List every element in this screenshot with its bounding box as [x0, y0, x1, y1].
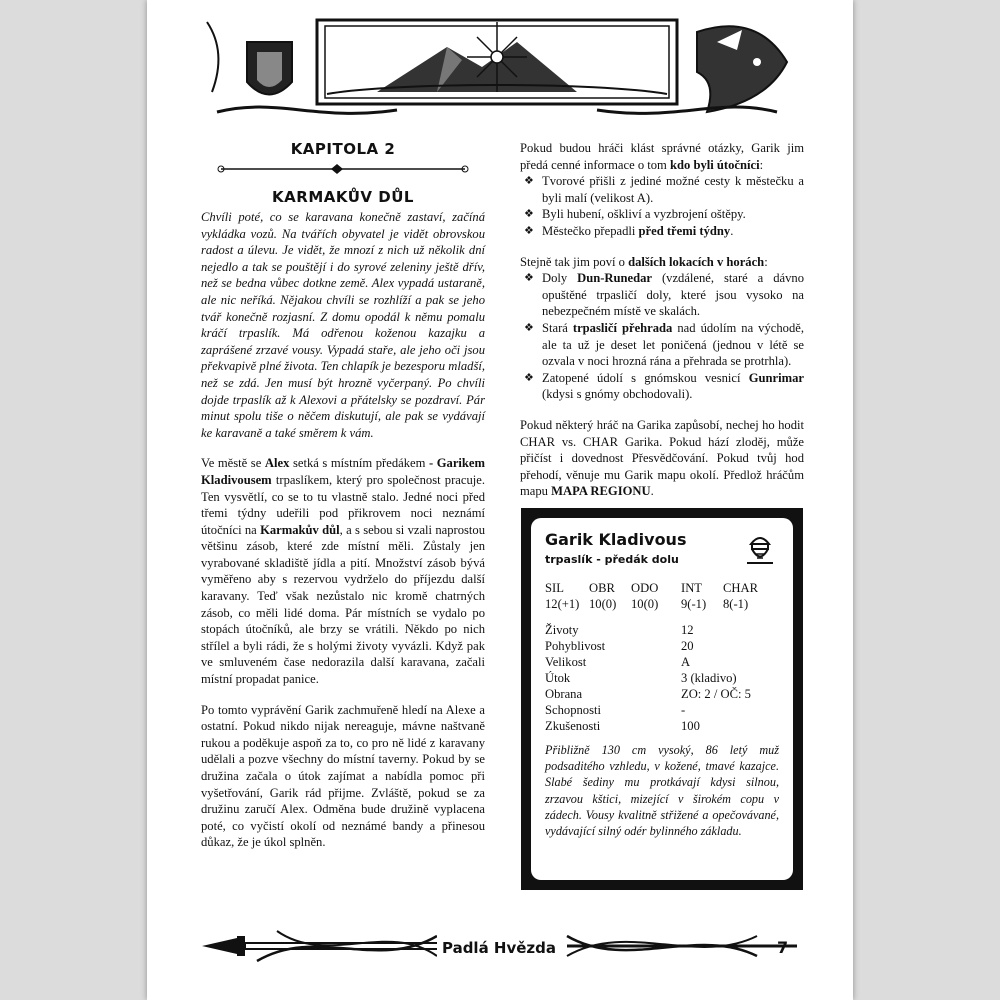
text: Doly: [542, 271, 578, 286]
paragraph-reaction: Po tomto vyprávění Garik zachmuřeně hledí na Alexe a ostatní. Pokud nikdo nijak nereaguje, mávne naštvaně rukou a poděkuje aspoň za to, co pro ně lidé z karavany udělali a pozve všechny do místní taverny. Pokud by se družina začala o útok zajímat a nabídla pomoc při vyšetřování, Garik rád přijme. Zvláště, pokud se za družinu zaručí Alex. Odměna bude družině vyplacena poté, co vyčistí okolí od neznámé bandy a přinesou důkaz, že je úkol splněn.: [201, 702, 485, 850]
page-number: 7: [777, 938, 789, 957]
text: .: [650, 484, 654, 499]
footer-title: Padlá Hvězda: [437, 934, 561, 962]
prop-label: Obrana: [545, 687, 583, 701]
text: .: [730, 223, 734, 238]
dwarf-icon: [743, 530, 777, 564]
table-row: [545, 638, 779, 654]
ornament-divider: [201, 162, 485, 176]
table-row: [545, 654, 779, 670]
paragraph-locations: [520, 254, 804, 271]
bold-text: trpasličí přehrada: [572, 320, 673, 335]
attr-value: 10(0): [589, 597, 617, 611]
table-row: [545, 686, 779, 702]
prop-label: Pohyblivost: [545, 639, 606, 653]
intro-paragraph: Chvíli poté, co se karavana konečně zastaví, začíná vykládka vozů. Na tvářích obyvatel je vidět obrovskou radost a úlevu. Je vidět, že mnozí z nich už několik dní nejedlo a tak se pouštějí i do syrové zeleniny ještě dřív, než se bedna vůbec dotkne země. Alex vypadá ustaraně, ale nic neříká. Nějakou chvíli se rozhlíží a pak se jeho tvář konečně rozjasní. Z domu opodál k němu pomalu kráčí trpaslík. Má odřenou koženou kazajku a zaprášené zrzavé vousy. Vypadá staře, ale jeho oči jsou překvapivě plné života. Ten chlapík je bezesporu mladší, než se zdá. Jen musí být hrozně vyčerpaný. Po chvíli dojde trpaslík až k Alexovi a přátelsky se pozdraví. Pár minut spolu tiše o něčem diskutují, ale pak se vydávají ke karavaně a také směrem k vám.: [201, 210, 485, 440]
bold-text: Dun-Runedar: [577, 271, 653, 286]
left-column: [201, 140, 485, 851]
attr-header: SIL: [545, 581, 564, 595]
attr-value: 9(-1): [681, 597, 707, 611]
attr-value: 12(+1): [545, 597, 580, 611]
bold-text: kdo byli útočníci: [670, 157, 760, 172]
text: (kdysi s gnómy obchodovali).: [542, 387, 693, 402]
text: , a s sebou si vzali naprostou většinu zásob, které zde místní měli. Zůstaly jen vyrabované skladiště jídla a pití. Množství zásob bývá vyměřeno aby s rezervou vydrželo do příjezdu další karavany. Teď však nezůstalo nic kromě chatrných zásob, co měli lidé doma. Pár místních se vydalo po stopách útočníků, ale brzy se vrátili. Někdo po nich střílel a byli rádi, že s holými životy vyvázli. Když pak ve smluveném čase nedorazila další karavana, začali místní propadat panice.: [201, 522, 486, 687]
bold-text: dalších lokacích v horách: [628, 254, 765, 269]
prop-label: Útok: [545, 671, 571, 685]
text: :: [759, 157, 764, 172]
bold-text: MAPA REGIONU: [551, 484, 651, 499]
attr-value: 8(-1): [723, 597, 749, 611]
statblock-description: Přibližně 130 cm vysoký, 86 letý muž podsaditého vzhledu, v kožené, tmavé kazajce. Slabé šediny mu protkávají kdysi silnou, zrzavou kštici, mizející v širokém copu v zádech. Vousy kvalitně střižené a opečovávané, vydávající silný odér bylinného základu.: [545, 743, 779, 839]
shield-icon: [247, 42, 292, 95]
bold-text: před třemi týdny: [638, 223, 731, 238]
prop-value: A: [681, 655, 691, 669]
properties-table: [545, 622, 779, 734]
page: [147, 0, 853, 1000]
prop-value: -: [681, 703, 686, 717]
prop-value: 12: [681, 623, 694, 637]
statblock: [521, 508, 803, 890]
statblock-name: Garik Kladivous: [545, 530, 687, 549]
page-title: KARMAKŮV DŮL: [272, 188, 414, 206]
locations-list: [542, 270, 804, 403]
bold-text: - Garikem Kladivousem: [201, 456, 486, 487]
bold-text: Alex: [264, 456, 290, 471]
text: setká s místním předákem: [289, 456, 429, 471]
attributes-table: [545, 580, 763, 612]
paragraph-map: [520, 417, 804, 500]
prop-value: ZO: 2 / OČ: 5: [681, 687, 751, 701]
statblock-card: [531, 518, 793, 880]
text: nad údolím na východě, ale ta už je deset let poničená (jednou v létě se ozvala v noci hrozná rána a přehrada se protrhla).: [542, 320, 804, 369]
attr-value: 10(0): [631, 597, 659, 611]
table-row: [545, 718, 779, 734]
list-item: [542, 320, 804, 370]
prop-label: Zkušenosti: [545, 719, 601, 733]
prop-label: Schopnosti: [545, 703, 601, 717]
prop-label: Velikost: [545, 655, 587, 669]
header-illustration: [197, 2, 797, 122]
chapter-label: KAPITOLA 2: [290, 140, 396, 158]
dragon-icon: [697, 26, 787, 112]
bold-text: Gunrimar: [748, 370, 804, 385]
text: Stejně tak jim poví o: [520, 254, 629, 269]
attr-header: CHAR: [723, 581, 758, 595]
prop-value: 3 (kladivo): [681, 671, 737, 685]
list-item: [542, 270, 804, 320]
right-column: [520, 140, 804, 500]
statblock-subtitle: trpaslík - předák dolu: [545, 553, 679, 566]
attackers-list: [542, 173, 804, 239]
text: Zatopené údolí s gnómskou vesnicí: [542, 370, 749, 385]
text: Stará: [542, 320, 573, 335]
table-row: [545, 702, 779, 718]
prop-value: 20: [681, 639, 694, 653]
paragraph-garik: [201, 455, 485, 687]
attr-header: OBR: [589, 581, 615, 595]
text: Městečko přepadli: [542, 223, 639, 238]
text: :: [764, 254, 768, 269]
text: Pokud některý hráč na Garika zapůsobí, nechej ho hodit CHAR vs. CHAR Garika. Pokud hází zloděj, může přičíst i dovednost Přesvědčování. Pokud tvůj hod přehodí, věnuje mu Garik mapu okolí. Předlož hráčům mapu: [520, 417, 804, 499]
list-item: [542, 370, 804, 403]
bold-text: Karmakův důl: [260, 522, 340, 537]
paragraph-questions: [520, 140, 804, 173]
text: (vzdálené, staré a dávno opuštěné trpasličí doly, které jsou vysoko na nebezpečném místě ve skalách.: [542, 271, 804, 319]
attr-header: ODO: [631, 581, 659, 595]
attr-header: INT: [681, 581, 702, 595]
table-row: [545, 622, 779, 638]
text: Ve městě se: [201, 456, 265, 471]
prop-value: 100: [681, 719, 700, 733]
prop-label: Životy: [545, 623, 579, 637]
list-item: ❖ Byli hubení, oškliví a vyzbrojení oštěpy.: [542, 206, 804, 223]
table-row: [545, 670, 779, 686]
list-item: ❖ Tvorové přišli z jediné možné cesty k městečku a byli malí (velikost A).: [542, 173, 804, 206]
text: Pokud budou hráči klást správné otázky, Garik jim předá cenné informace o tom: [520, 141, 804, 172]
list-item: [542, 223, 804, 240]
text: trpaslíkem, který pro společnost pracuje. Ten vysvětlí, co se to tu vlastně stalo. Jedné noci před třemi týdny udeřili pod přikrovem noci neznámí útočníci na: [201, 472, 485, 537]
